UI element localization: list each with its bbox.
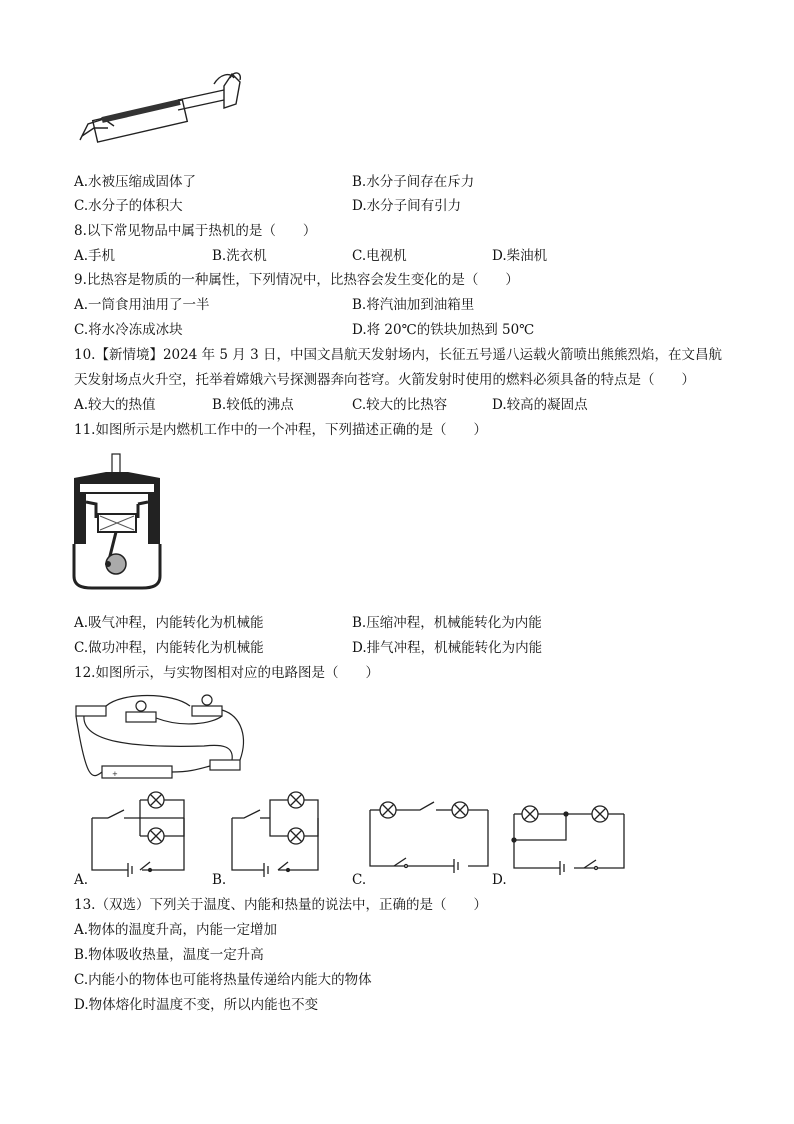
q13-option-b: B.物体吸收热量，温度一定升高 (74, 947, 264, 963)
q10-option-a: A.较大的热值 (74, 397, 156, 413)
circuit-label-a: A. (74, 872, 89, 888)
circuit-diagram-c (364, 796, 494, 876)
q8-option-b: B.洗衣机 (212, 248, 267, 264)
syringe-figure (74, 64, 244, 144)
q7-option-a: A.水被压缩成固体了 (74, 174, 197, 190)
q11-option-a: A.吸气冲程，内能转化为机械能 (74, 615, 264, 631)
engine-cylinder-figure (72, 452, 162, 590)
q11-option-b: B.压缩冲程，机械能转化为内能 (352, 615, 542, 631)
q13-option-a: A.物体的温度升高，内能一定增加 (74, 922, 278, 938)
circuit-diagram-a (80, 790, 190, 880)
q7-option-c: C.水分子的体积大 (74, 198, 183, 214)
q8-option-a: A.手机 (74, 248, 116, 264)
q10-stem-line2: 天发射场点火升空，托举着嫦娥六号探测器奔向苍穹。火箭发射时使用的燃料必须具备的特点是（ ） (74, 372, 695, 388)
q7-option-d: D.水分子间有引力 (352, 198, 462, 214)
circuit-diagram-d (508, 798, 632, 878)
circuit-label-d: D. (492, 872, 507, 888)
q9-option-d: D.将 20℃的铁块加热到 50℃ (352, 322, 535, 338)
q8-option-c: C.电视机 (352, 248, 407, 264)
q13-option-d: D.物体熔化时温度不变，所以内能也不变 (74, 997, 319, 1013)
circuit-label-b: B. (212, 872, 227, 888)
q8-stem: 8.以下常见物品中属于热机的是（ ） (74, 223, 317, 239)
q10-option-d: D.较高的凝固点 (492, 397, 588, 413)
circuit-diagram-b (222, 790, 332, 880)
q9-option-b: B.将汽油加到油箱里 (352, 297, 475, 313)
circuit-label-c: C. (352, 872, 367, 888)
q9-option-a: A.一筒食用油用了一半 (74, 297, 210, 313)
q11-option-c: C.做功冲程，内能转化为机械能 (74, 640, 264, 656)
physical-circuit-figure (72, 688, 272, 784)
svg-text:+: + (112, 770, 118, 778)
q11-stem: 11.如图所示是内燃机工作中的一个冲程，下列描述正确的是（ ） (74, 422, 487, 438)
q11-option-d: D.排气冲程，机械能转化为内能 (352, 640, 543, 656)
q8-option-d: D.柴油机 (492, 248, 548, 264)
q9-stem: 9.比热容是物质的一种属性，下列情况中，比热容会发生变化的是（ ） (74, 272, 519, 288)
q10-stem-line1: 10.【新情境】2024 年 5 月 3 日，中国文昌航天发射场内，长征五号遥八运载火箭喷出熊熊烈焰，在文昌航 (74, 347, 722, 363)
q13-stem: 13.（双选）下列关于温度、内能和热量的说法中，正确的是（ ） (74, 897, 487, 913)
q10-option-b: B.较低的沸点 (212, 397, 294, 413)
q12-stem: 12.如图所示，与实物图相对应的电路图是（ ） (74, 665, 379, 681)
q7-option-b: B.水分子间存在斥力 (352, 174, 475, 190)
q10-option-c: C.较大的比热容 (352, 397, 448, 413)
q9-option-c: C.将水冷冻成冰块 (74, 322, 183, 338)
q13-option-c: C.内能小的物体也可能将热量传递给内能大的物体 (74, 972, 372, 988)
